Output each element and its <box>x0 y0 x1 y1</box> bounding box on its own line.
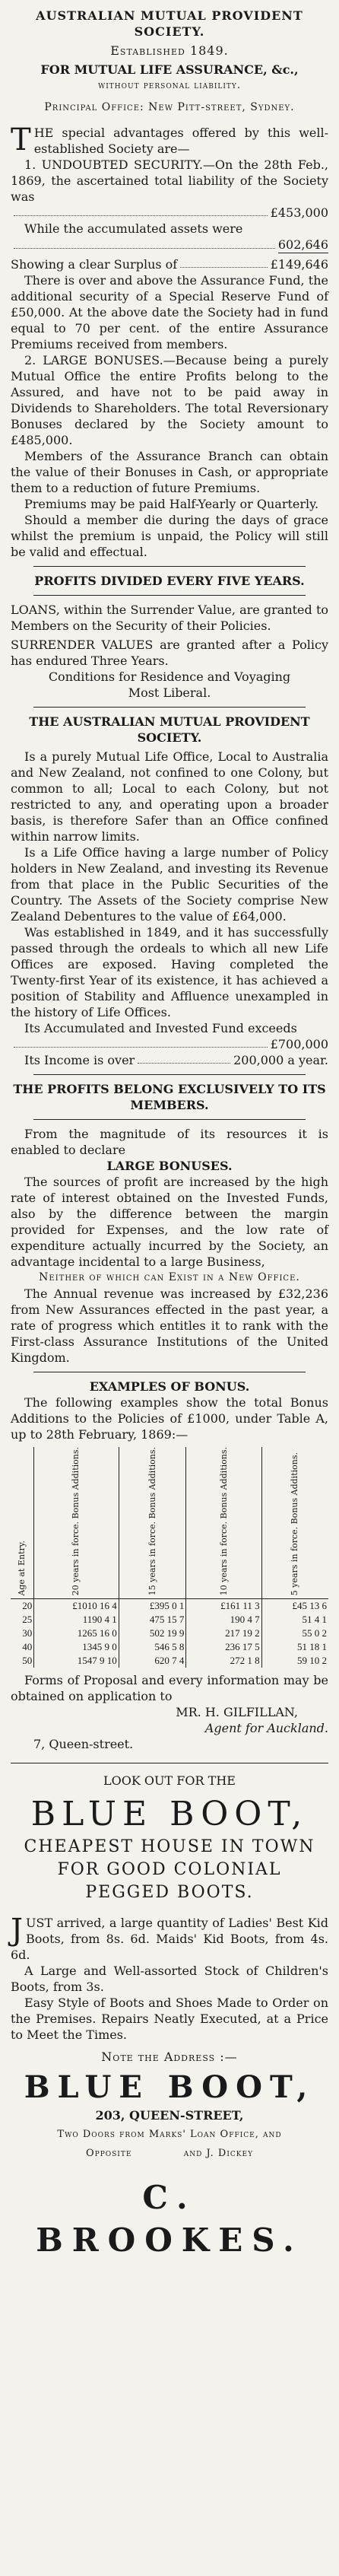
table-cell: 30 <box>11 1627 34 1640</box>
profits-notice <box>11 573 328 1366</box>
surrender-paragraph: SURRENDER VALUES are granted after a Policy has endured Three Years. <box>11 638 328 668</box>
table-cell: £1010 16 4 <box>34 1599 119 1614</box>
blue-boot-advertisement <box>11 1773 328 2262</box>
security-paragraph <box>11 157 328 205</box>
conditions-line: Conditions for Residence and Voyaging Most Liberal. <box>48 669 291 700</box>
note-address-line: Note the Address :— <box>101 2050 238 2065</box>
divider <box>33 595 306 596</box>
table-cell: 40 <box>11 1640 34 1654</box>
profits-heading: PROFITS DIVIDED EVERY FIVE YEARS. <box>34 574 305 588</box>
table-cell: 50 <box>11 1654 34 1668</box>
loans-paragraph: LOANS, within the Surrender Value, are granted to Members on the Security of their Policies. <box>11 603 328 633</box>
divider <box>33 1074 306 1075</box>
annual-paragraph: The Annual revenue was increased by £32,236 from New Assurances effected in the past year, a rate of progress which entitles it to rank with the First-class Assurance Institutions of the United Kingdom. <box>11 1286 328 1365</box>
opposite-text: Opposite <box>85 2148 132 2160</box>
easy-style-paragraph: Easy Style of Boots and Shoes Made to Order on the Premises. Repairs Neatly Executed, at a Price to Meet the Times. <box>11 1996 328 2043</box>
security-text: 1. UNDOUBTED SECURITY.—On the 28th Feb., 1869, the ascertained total liability of the Society was <box>11 157 328 204</box>
examples-of-bonus <box>11 1379 328 1752</box>
fund-value: £700,000 <box>270 1037 328 1051</box>
income-label: Its Income is over <box>24 1053 135 1067</box>
assorted-paragraph: A Large and Well-assorted Stock of Children's Boots, from 3s. <box>11 1964 328 1995</box>
fund-row <box>11 1036 328 1052</box>
table-cell: 51 18 1 <box>297 1641 327 1653</box>
drop-cap: T <box>11 122 31 157</box>
table-cell: £45 13 6 <box>292 1600 327 1612</box>
table-cell: 190 4 7 <box>186 1613 261 1627</box>
intro-text: HE special advantages offered by this well-established Society are— <box>33 126 328 156</box>
society-heading: THE AUSTRALIAN MUTUAL PROVIDENT SOCIETY. <box>29 714 310 745</box>
divider <box>33 566 306 567</box>
assets-row <box>11 237 328 253</box>
grace-paragraph: Should a member die during the days of grace whilst the premium is unpaid, the Policy will still be valid and effectual. <box>11 513 328 559</box>
opposite-line <box>11 2145 328 2161</box>
drop-cap: J <box>11 1913 24 1948</box>
just-arrived-paragraph <box>11 1915 328 1963</box>
table-cell: 25 <box>11 1613 34 1627</box>
examples-heading: EXAMPLES OF BONUS. <box>89 1379 250 1394</box>
assets-value: 602,646 <box>277 237 328 252</box>
table-cell: 1265 16 0 <box>34 1627 119 1640</box>
premiums-paragraph: Premiums may be paid Half-Yearly or Quarterly. <box>24 497 319 511</box>
table-cell: 59 10 2 <box>297 1655 327 1667</box>
assets-line: While the accumulated assets were <box>24 221 243 236</box>
fund-line <box>11 1020 328 1036</box>
reserve-paragraph: There is over and above the Assurance Fund, the additional security of a Special Reserve Fund of £50,000. At the above date the Society had in fund equal to 70 per cent. of the entire Assurance Premiums received from members. <box>11 273 328 351</box>
surplus-value: £149,646 <box>270 257 328 272</box>
table-cell: 236 17 5 <box>186 1640 261 1654</box>
just-arrived-text: UST arrived, a large quantity of Ladies' Best Kid Boots, from 8s. 6d. Maids' Kid Boots, from 4s. 6d. <box>11 1916 328 1963</box>
surplus-label: Showing a clear Surplus of <box>11 257 178 272</box>
is-mutual-paragraph: Is a purely Mutual Life Office, Local to Australia and New Zealand, not confined to one Colony, but common to all; Local to each Colony, but not restricted to any, and operating upon a broader basis, is therefore Safer than an Office confined within narrow limits. <box>11 749 328 844</box>
bonuses-paragraph: 2. LARGE BONUSES.—Because being a purely Mutual Office the entire Profits belong to the Assured, and have not to be paid away in Dividends to Shareholders. The total Reversionary Bonuses declared by the Society amount to £485,000. <box>11 353 328 447</box>
table-cell: 1345 9 0 <box>34 1640 119 1654</box>
established-line: Established 1849. <box>110 43 229 58</box>
agent-address: 7, Queen-street. <box>33 1737 134 1752</box>
bonus-table <box>11 1447 328 1668</box>
header-20-years: 20 years in force. Bonus Additions. <box>34 1447 119 1599</box>
pegged-line: PEGGED BOOTS. <box>85 1883 254 1903</box>
dickey-text: and J. Dickey <box>183 2148 254 2160</box>
two-doors-line: Two Doors from Marks' Loan Office, and <box>57 2129 282 2141</box>
table-row <box>11 1654 328 1668</box>
forms-paragraph: Forms of Proposal and every information may be obtained on application to <box>11 1673 328 1704</box>
divider <box>33 707 306 708</box>
table-row <box>11 1640 328 1654</box>
table-cell: 620 7 4 <box>119 1654 186 1668</box>
large-bonuses-heading: LARGE BONUSES. <box>106 1159 233 1173</box>
lookout-line: LOOK OUT FOR THE <box>103 1773 236 1789</box>
for-mutual-line: FOR MUTUAL LIFE ASSURANCE, &c., <box>40 62 299 77</box>
table-cell: 51 4 1 <box>302 1614 327 1626</box>
table-cell: 55 0 2 <box>302 1627 327 1639</box>
table-cell: 475 15 7 <box>119 1613 186 1627</box>
life-office-paragraph: Is a Life Office having a large number of Policy holders in New Zealand, and investing its Revenue from that place in the Public Securities of the Country. The Assets of the Society comprise New Zealand Debentures to the value of £64,000. <box>11 845 328 924</box>
table-cell: 546 5 8 <box>119 1640 186 1654</box>
header-5-years: 5 years in force. Bonus Additions. <box>261 1447 328 1599</box>
table-cell: 217 19 2 <box>186 1627 261 1640</box>
blue-boot-address-heading: BLUE BOOT, <box>24 2069 315 2106</box>
notice-title: AUSTRALIAN MUTUAL PROVIDENT SOCIETY. <box>36 8 303 39</box>
table-cell: £161 11 3 <box>186 1599 261 1614</box>
street-line: 203, QUEEN-STREET, <box>95 2108 244 2123</box>
established-paragraph: Was established in 1849, and it has successfully passed through the ordeals to which all new Life Offices are exposed. Having completed the Twenty-first Year of its existence, it has achieved a position of Stability and Affluence unexampled in the history of Life Offices. <box>11 925 328 1019</box>
header-age: Age at Entry. <box>11 1447 34 1599</box>
table-row <box>11 1599 328 1614</box>
amp-society-notice <box>11 8 328 560</box>
agent-name: MR. H. GILFILLAN, <box>176 1705 298 1720</box>
without-liability-line: without personal liability. <box>98 80 241 91</box>
neither-line: Neither of which can Exist in a New Office. <box>39 1271 300 1283</box>
for-good-line: FOR GOOD COLONIAL <box>57 1860 282 1880</box>
liability-row <box>11 205 328 221</box>
cheapest-line: CHEAPEST HOUSE IN TOWN <box>24 1837 315 1857</box>
blue-boot-heading: BLUE BOOT, <box>30 1795 309 1834</box>
table-cell: 502 19 9 <box>119 1627 186 1640</box>
surplus-row <box>11 256 328 272</box>
divider <box>33 1119 306 1120</box>
cash-paragraph: Members of the Assurance Branch can obtain the value of their Bonuses in Cash, or appropriate them to a reduction of future Premiums. <box>11 449 328 495</box>
header-10-years: 10 years in force. Bonus Additions. <box>186 1447 261 1599</box>
table-cell: 1547 9 10 <box>34 1654 119 1668</box>
table-row <box>11 1627 328 1640</box>
table-cell: £395 0 1 <box>119 1599 186 1614</box>
table-row <box>11 1613 328 1627</box>
belong-heading: THE PROFITS BELONG EXCLUSIVELY TO ITS MEMBERS. <box>13 1082 326 1112</box>
table-cell: 272 1 8 <box>186 1654 261 1668</box>
income-row <box>11 1052 328 1068</box>
bonus-table-header <box>11 1447 328 1599</box>
header-15-years: 15 years in force. Bonus Additions. <box>119 1447 186 1599</box>
principal-office-line: Principal Office: New Pitt-street, Sydney. <box>44 101 295 113</box>
liability-value: £453,000 <box>270 205 328 220</box>
examples-intro: The following examples show the total Bonus Additions to the Policies of £1000, under Table A, up to 28th February, 1869:— <box>11 1395 328 1442</box>
magnitude-paragraph: From the magnitude of its resources it is enabled to declare <box>11 1127 328 1157</box>
fund-label: Its Accumulated and Invested Fund exceeds <box>24 1021 297 1035</box>
table-cell: 20 <box>11 1599 34 1614</box>
agent-role: Agent for Auckland. <box>204 1721 328 1736</box>
income-value: 200,000 a year. <box>233 1053 328 1067</box>
brookes-heading: C. BROOKES. <box>36 2179 303 2260</box>
intro-paragraph <box>11 122 328 157</box>
sources-paragraph: The sources of profit are increased by the high rate of interest obtained on the Invested Funds, also by the difference between the margin provided for Expenses, and the low rate of expenditure actually incurred by the Society, an advantage incidental to a large Business, <box>11 1175 328 1269</box>
table-cell: 1190 4 1 <box>34 1613 119 1627</box>
